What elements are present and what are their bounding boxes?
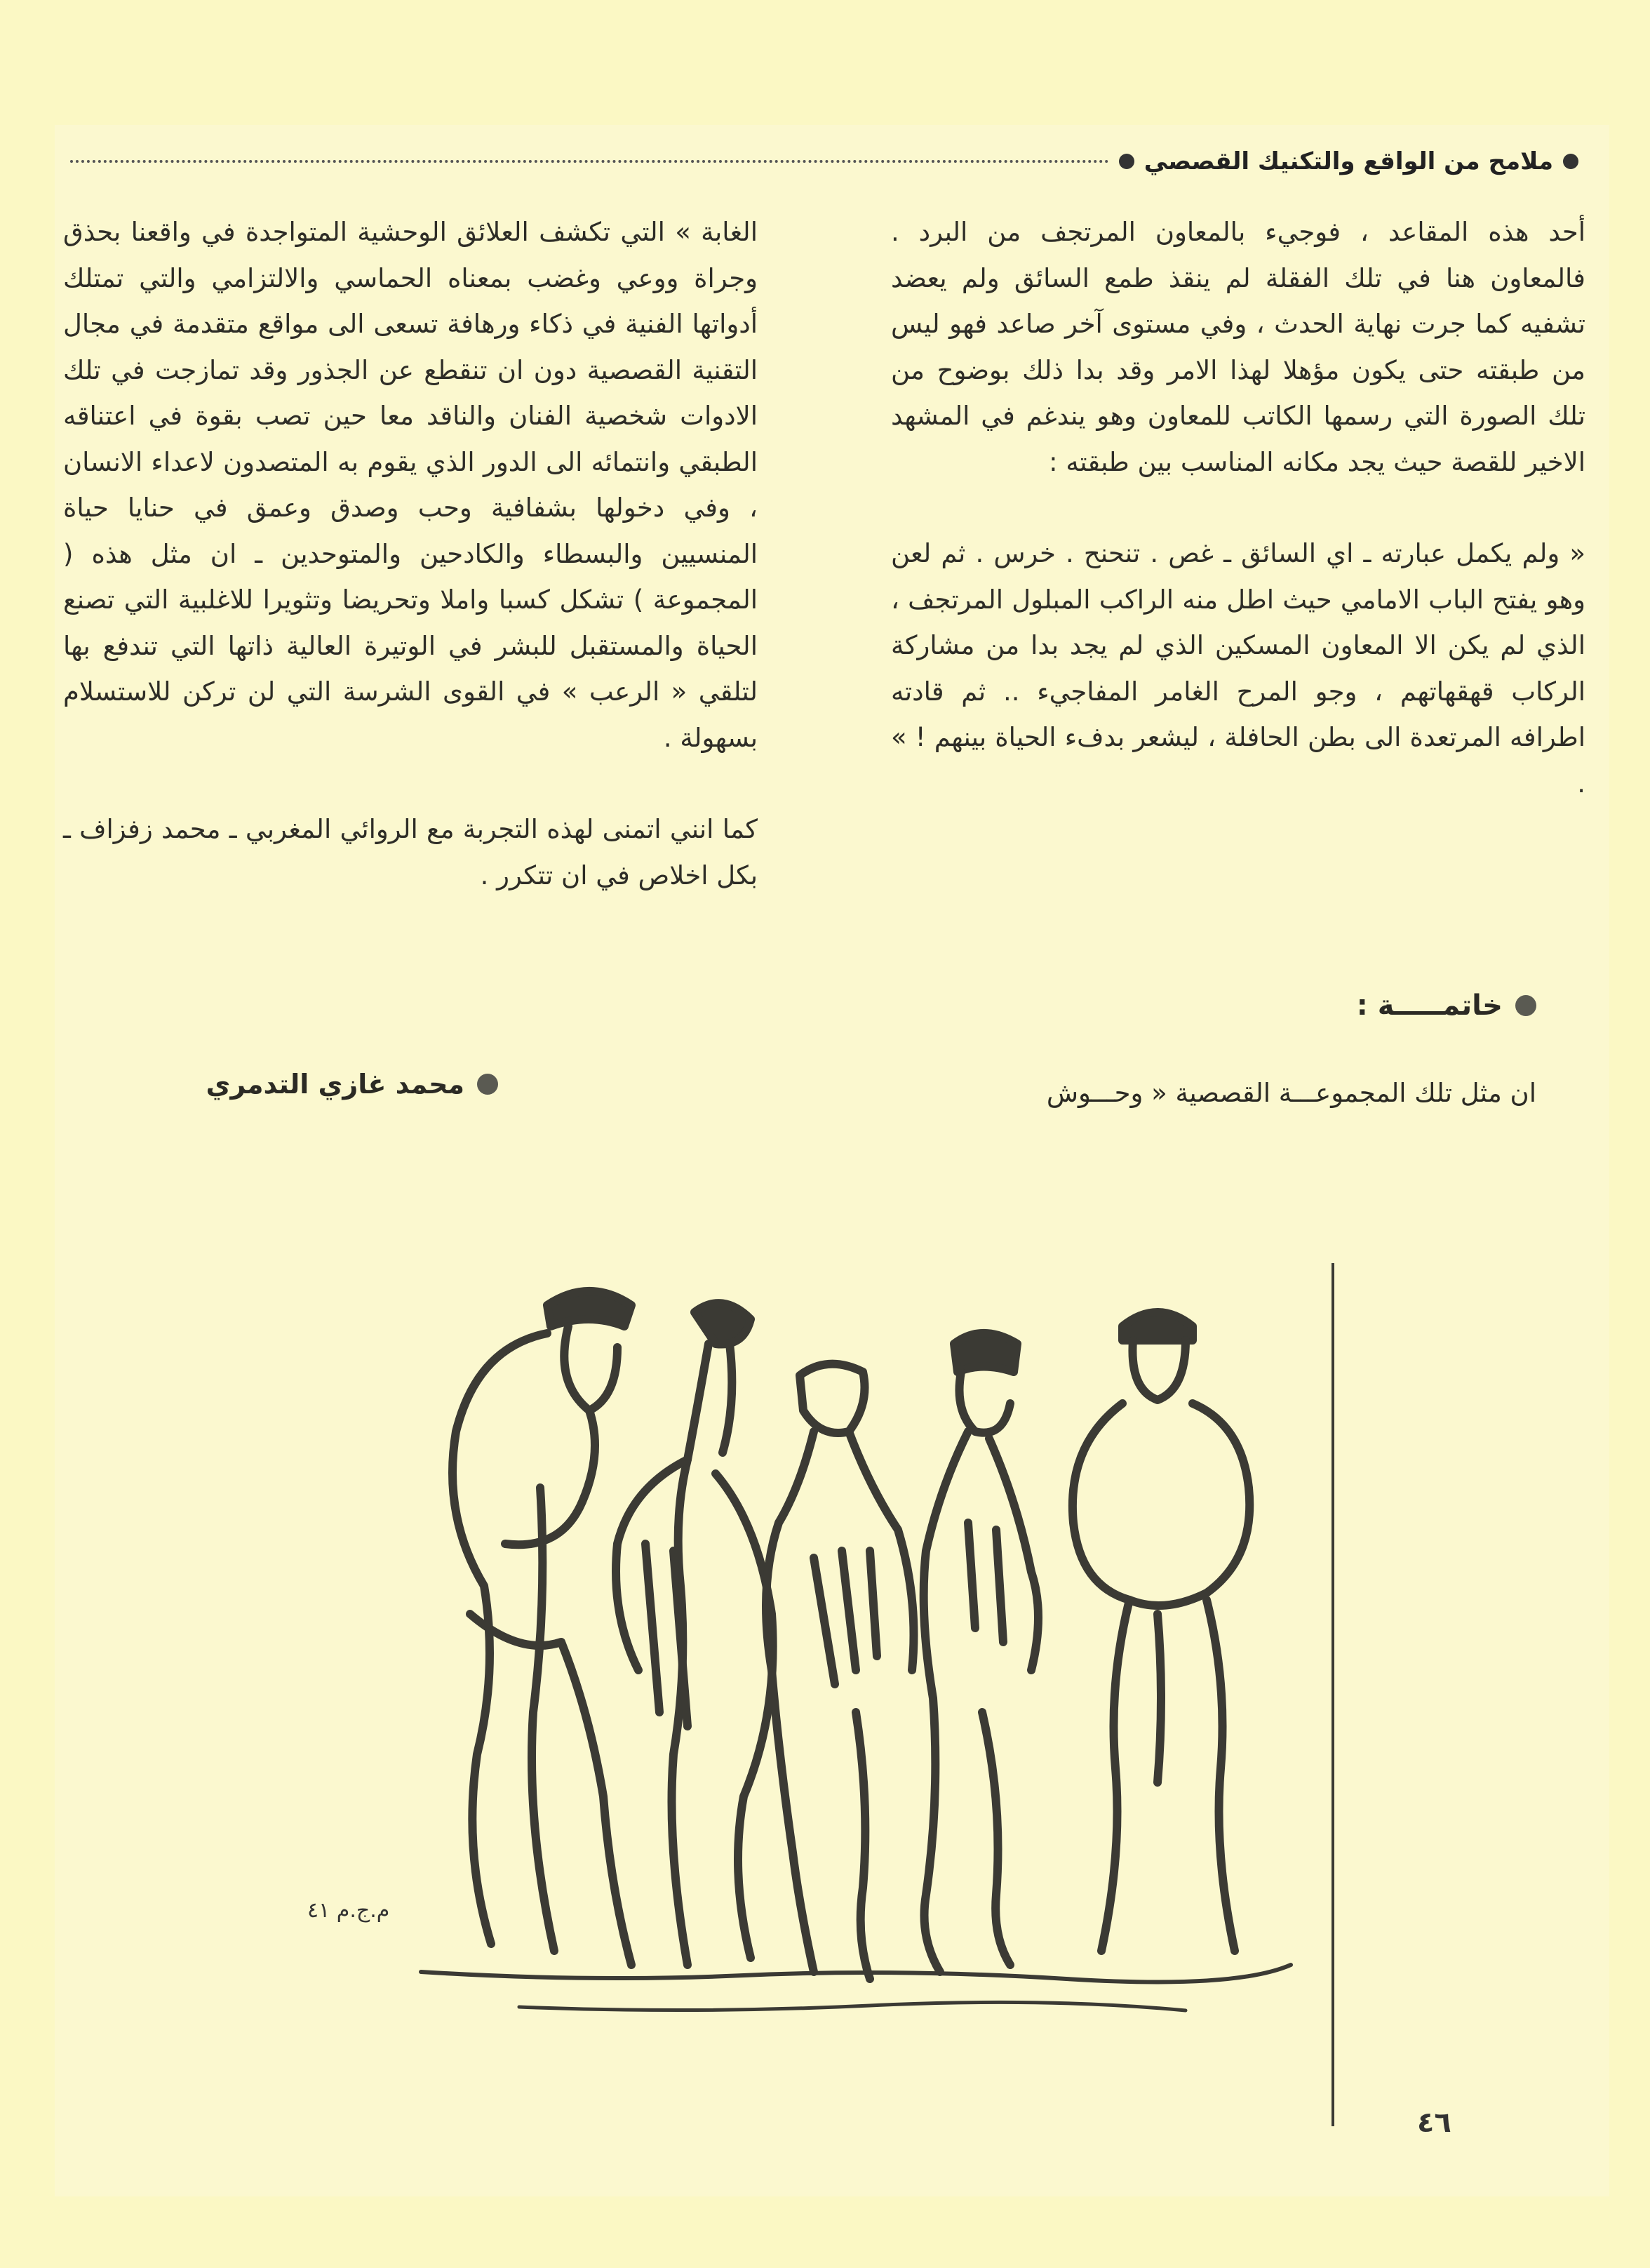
right-paragraph-2-quote: « ولم يكمل عبارته ـ اي السائق ـ غص . تنحنح . خرس . ثم لعن وهو يفتح الباب الامامي حيث اطل منه الراكب المبلول المرتجف ، الذي لم يكن الا المعاون المسكين الذي لم يجد بدا من مشاركة الركاب قهقهاتهم ، وجو المرح الغامر المفاجيء .. ثم قادته اطرافه المرتعدة الى بطن الحافلة ، ليشعر بدفء الحياة بينهم ! » . bbox=[891, 538, 1585, 799]
left-paragraph-2: كما انني اتمنى لهذه التجربة مع الروائي المغربي ـ محمد زفزاف ـ بكل اخلاص في ان تتكرر . bbox=[63, 814, 758, 890]
dotted-rule bbox=[70, 160, 1109, 163]
illustration-figures bbox=[379, 1221, 1347, 2168]
byline bbox=[168, 1060, 498, 1109]
author-name: محمد غازي التدمري bbox=[206, 1069, 464, 1100]
byline-bullet-icon bbox=[477, 1074, 498, 1095]
left-column bbox=[63, 209, 758, 898]
bullet-icon bbox=[1563, 154, 1578, 169]
right-paragraph-1: أحد هذه المقاعد ، فوجيء بالمعاون المرتجف من البرد . فالمعاون هنا في تلك الفقلة لم ينقذ طمع السائق ولم يعضد تشفيه كما جرت نهاية الحدث ، وفي مستوى آخر صاعد فهو ليس من طبقته حتى يكون مؤهلا لهذا الامر وقد بدا ذلك بوضوح من تلك الصورة التي رسمها الكاتب للمعاون وهو يندغم في المشهد الاخير للقصة حيث يجد مكانه المناسب بين طبقته : bbox=[891, 217, 1585, 477]
artist-signature: م.ج.م ٤١ bbox=[307, 1898, 390, 1923]
heading-bullet-icon bbox=[1515, 995, 1536, 1016]
running-head bbox=[70, 140, 1578, 182]
section-heading bbox=[891, 981, 1536, 1030]
running-head-title: ملامح من الواقع والتكنيك القصصي bbox=[1143, 147, 1553, 175]
left-paragraph-1: الغابة » التي تكشف العلائق الوحشية المتواجدة في واقعنا بحذق وجراة ووعي وغضب بمعناه الحماسي والالتزامي والتي تمتلك أدواتها الفنية في ذكاء ورهافة تسعى الى مواقع متقدمة في مجال التقنية القصصية دون ان تنقطع عن الجذور وقد تمازجت في تلك الادوات شخصية الفنان والناقد معا حين تصب بقوة في اعتناقه الطبقي وانتمائه الى الدور الذي يقوم به المتصدون لاعداء الانسان ، وفي دخولها بشفافية وحب وصدق وعمق في حنايا حياة المنسيين والبسطاء والكادحين والمتوحدين ـ ان مثل هذه ( المجموعة ) تشكل كسبا واملا وتحريضا وتثويرا للاغلبية التي تصنع الحياة والمستقبل للبشر في الوتيرة العالية ذاتها التي تندفع بها لتلقي « الرعب » في القوى الشرسة التي لن تركن للاستسلام بسهولة . bbox=[63, 217, 758, 753]
closing-text: ان مثل تلك المجموعـــة القصصية « وحـــوش bbox=[1046, 1078, 1536, 1108]
right-column bbox=[891, 209, 1585, 806]
page-number: ٤٦ bbox=[1417, 2107, 1451, 2139]
bullet-icon bbox=[1119, 154, 1134, 169]
section-heading-text: خاتمـــــة : bbox=[1356, 989, 1503, 1022]
